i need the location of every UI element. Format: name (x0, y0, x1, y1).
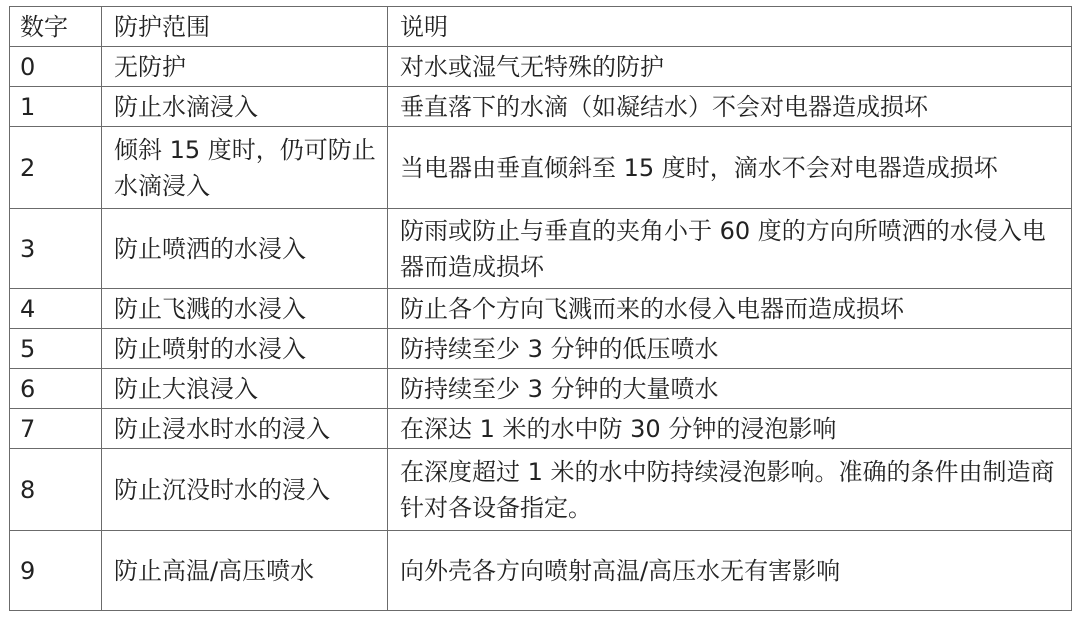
cell-number: 1 (10, 87, 102, 127)
table-row (10, 47, 1072, 87)
cell-description: 对水或湿气无特殊的防护 (388, 47, 1072, 87)
table-header-row (10, 7, 1072, 47)
cell-description: 防持续至少 3 分钟的大量喷水 (388, 369, 1072, 409)
table-row (10, 531, 1072, 611)
header-scope: 防护范围 (102, 7, 388, 47)
table-row (10, 409, 1072, 449)
ip-rating-table (9, 6, 1072, 611)
cell-scope: 防止高温/高压喷水 (102, 531, 388, 611)
table-row (10, 87, 1072, 127)
cell-scope: 防止飞溅的水浸入 (102, 289, 388, 329)
ip-rating-table-wrapper (9, 6, 1071, 611)
cell-number: 4 (10, 289, 102, 329)
table-row (10, 209, 1072, 289)
cell-scope: 无防护 (102, 47, 388, 87)
cell-number: 8 (10, 449, 102, 531)
cell-scope: 防止水滴浸入 (102, 87, 388, 127)
cell-description: 防止各个方向飞溅而来的水侵入电器而造成损坏 (388, 289, 1072, 329)
cell-description: 垂直落下的水滴（如凝结水）不会对电器造成损坏 (388, 87, 1072, 127)
cell-number: 3 (10, 209, 102, 289)
table-row (10, 369, 1072, 409)
cell-scope: 倾斜 15 度时，仍可防止水滴浸入 (102, 127, 388, 209)
header-description: 说明 (388, 7, 1072, 47)
cell-number: 7 (10, 409, 102, 449)
cell-description: 防持续至少 3 分钟的低压喷水 (388, 329, 1072, 369)
cell-scope: 防止喷射的水浸入 (102, 329, 388, 369)
cell-description: 向外壳各方向喷射高温/高压水无有害影响 (388, 531, 1072, 611)
cell-description: 当电器由垂直倾斜至 15 度时，滴水不会对电器造成损坏 (388, 127, 1072, 209)
table-row (10, 329, 1072, 369)
table-row (10, 449, 1072, 531)
cell-scope: 防止沉没时水的浸入 (102, 449, 388, 531)
cell-description: 在深度超过 1 米的水中防持续浸泡影响。准确的条件由制造商针对各设备指定。 (388, 449, 1072, 531)
cell-number: 0 (10, 47, 102, 87)
header-number: 数字 (10, 7, 102, 47)
cell-scope: 防止浸水时水的浸入 (102, 409, 388, 449)
cell-number: 9 (10, 531, 102, 611)
cell-scope: 防止大浪浸入 (102, 369, 388, 409)
cell-description: 在深达 1 米的水中防 30 分钟的浸泡影响 (388, 409, 1072, 449)
cell-number: 6 (10, 369, 102, 409)
cell-scope: 防止喷洒的水浸入 (102, 209, 388, 289)
cell-description: 防雨或防止与垂直的夹角小于 60 度的方向所喷洒的水侵入电器而造成损坏 (388, 209, 1072, 289)
table-row (10, 127, 1072, 209)
table-row (10, 289, 1072, 329)
cell-number: 2 (10, 127, 102, 209)
cell-number: 5 (10, 329, 102, 369)
